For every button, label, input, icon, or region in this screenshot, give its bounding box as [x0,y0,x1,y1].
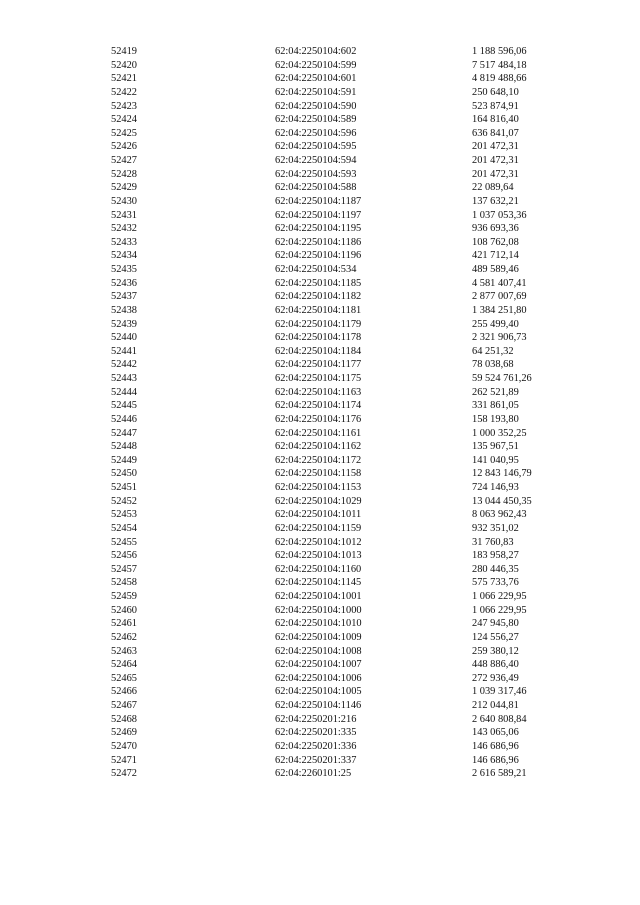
cadastral-number: 62:04:2250104:1195 [275,223,362,235]
table-row [111,536,571,550]
table-row [111,576,571,590]
table-row [111,427,571,441]
cadastral-number: 62:04:2250104:1184 [275,345,362,357]
cadastral-number: 62:04:2250104:1007 [275,659,362,671]
table-row [111,454,571,468]
cadastral-value: 259 380,12 [472,645,519,657]
cadastral-value: 164 816,40 [472,114,519,126]
cadastral-number: 62:04:2250104:1162 [275,441,362,453]
table-row [111,331,571,345]
cadastral-value: 636 841,07 [472,127,519,139]
row-number: 52439 [111,318,137,330]
table-row [111,467,571,481]
table-row [111,726,571,740]
cadastral-value: 146 686,96 [472,740,519,752]
table-row [111,358,571,372]
row-number: 52443 [111,373,137,384]
table-row [111,604,571,618]
row-number: 52463 [111,645,137,657]
table-row [111,672,571,686]
cadastral-value: 201 472,31 [472,155,519,166]
row-number: 52471 [111,754,137,766]
cadastral-value: 31 760,83 [472,536,514,548]
cadastral-value: 13 044 450,35 [472,495,532,507]
cadastral-number: 62:04:2250104:1172 [275,454,362,466]
row-number: 52426 [111,141,137,153]
cadastral-number: 62:04:2250104:589 [275,114,357,126]
table-row [111,277,571,291]
row-number: 52465 [111,672,137,684]
cadastral-number: 62:04:2250104:1005 [275,686,362,698]
table-row [111,399,571,413]
cadastral-number: 62:04:2250104:1160 [275,563,362,575]
cadastral-number: 62:04:2250104:1145 [275,577,362,589]
cadastral-value: 250 648,10 [472,86,519,98]
cadastral-number: 62:04:2250104:1010 [275,618,362,630]
cadastral-number: 62:04:2250104:1177 [275,359,362,371]
table-row [111,481,571,495]
row-number: 52433 [111,236,137,248]
row-number: 52472 [111,768,137,780]
table-row [111,195,571,209]
row-number: 52424 [111,114,137,126]
row-number: 52428 [111,168,137,180]
row-number: 52466 [111,686,137,698]
row-number: 52444 [111,386,137,398]
table-row [111,72,571,86]
table-row [111,45,571,59]
cadastral-number: 62:04:2250104:1153 [275,482,362,493]
cadastral-value: 1 066 229,95 [472,604,527,616]
table-row [111,372,571,386]
table-row [111,563,571,577]
cadastral-number: 62:04:2250104:602 [275,46,357,57]
table-row [111,127,571,141]
cadastral-value: 448 886,40 [472,659,519,671]
cadastral-number: 62:04:2250201:335 [275,727,357,739]
cadastral-value: 141 040,95 [472,454,519,466]
row-number: 52460 [111,604,137,616]
cadastral-number: 62:04:2250104:1178 [275,332,362,344]
row-number: 52435 [111,264,137,275]
cadastral-number: 62:04:2250104:601 [275,73,357,85]
row-number: 52450 [111,468,137,480]
cadastral-value: 8 063 962,43 [472,509,527,521]
table-row [111,767,571,781]
table-row [111,140,571,154]
cadastral-number: 62:04:2250104:1159 [275,522,362,534]
cadastral-value: 12 843 146,79 [472,468,532,480]
cadastral-number: 62:04:2250104:599 [275,59,357,71]
cadastral-number: 62:04:2250201:337 [275,754,357,766]
cadastral-number: 62:04:2250104:1182 [275,291,362,303]
table-row [111,290,571,304]
table-row [111,413,571,427]
table-row [111,86,571,100]
table-row [111,263,571,277]
cadastral-number: 62:04:2250104:1001 [275,591,362,602]
cadastral-value: 22 089,64 [472,182,514,194]
table-row [111,386,571,400]
table-row [111,345,571,359]
cadastral-value: 146 686,96 [472,754,519,766]
cadastral-value: 2 877 007,69 [472,291,527,303]
row-number: 52461 [111,618,137,630]
cadastral-number: 62:04:2250104:1174 [275,400,362,412]
row-number: 52429 [111,182,137,194]
cadastral-number: 62:04:2250104:1176 [275,413,362,425]
table-row [111,209,571,223]
row-number: 52448 [111,441,137,453]
cadastral-value: 4 819 488,66 [472,73,527,85]
table-row [111,645,571,659]
table-row [111,549,571,563]
cadastral-value: 724 146,93 [472,482,519,493]
cadastral-value: 137 632,21 [472,195,519,207]
row-number: 52468 [111,713,137,725]
cadastral-number: 62:04:2250104:1161 [275,427,362,439]
cadastral-value: 272 936,49 [472,672,519,684]
table-row [111,658,571,672]
cadastral-number: 62:04:2250104:1163 [275,386,362,398]
row-number: 52427 [111,155,137,166]
row-number: 52456 [111,550,137,562]
cadastral-number: 62:04:2250104:1011 [275,509,362,521]
cadastral-number: 62:04:2250104:595 [275,141,357,153]
row-number: 52422 [111,86,137,98]
cadastral-number: 62:04:2250201:216 [275,713,357,725]
table-row [111,318,571,332]
cadastral-number: 62:04:2250201:336 [275,740,357,752]
cadastral-value: 2 616 589,21 [472,768,527,780]
cadastral-value: 255 499,40 [472,318,519,330]
cadastral-value: 932 351,02 [472,522,519,534]
cadastral-value: 2 321 906,73 [472,332,527,344]
cadastral-number: 62:04:2250104:594 [275,155,357,166]
cadastral-number: 62:04:2250104:1185 [275,277,362,289]
cadastral-value: 262 521,89 [472,386,519,398]
cadastral-value: 421 712,14 [472,250,519,262]
cadastral-number: 62:04:2250104:1012 [275,536,362,548]
table-row [111,181,571,195]
table-row [111,113,571,127]
cadastral-value: 212 044,81 [472,700,519,711]
row-number: 52467 [111,700,137,711]
cadastral-number: 62:04:2250104:1158 [275,468,362,480]
row-number: 52421 [111,73,137,85]
row-number: 52459 [111,591,137,602]
cadastral-number: 62:04:2250104:1008 [275,645,362,657]
cadastral-value: 489 589,46 [472,264,519,275]
cadastral-number: 62:04:2250104:1006 [275,672,362,684]
row-number: 52436 [111,277,137,289]
row-number: 52458 [111,577,137,589]
table-row [111,508,571,522]
table-row [111,168,571,182]
table-row [111,713,571,727]
table-row [111,100,571,114]
row-number: 52430 [111,195,137,207]
cadastral-value: 4 581 407,41 [472,277,527,289]
row-number: 52447 [111,427,137,439]
row-number: 52420 [111,59,137,71]
cadastral-value: 2 640 808,84 [472,713,527,725]
row-number: 52425 [111,127,137,139]
cadastral-value: 135 967,51 [472,441,519,453]
cadastral-value: 1 000 352,25 [472,427,527,439]
cadastral-number: 62:04:2250104:1029 [275,495,362,507]
cadastral-value: 59 524 761,26 [472,373,532,384]
cadastral-value: 143 065,06 [472,727,519,739]
table-row [111,222,571,236]
row-number: 52462 [111,631,137,643]
cadastral-value: 331 861,05 [472,400,519,412]
cadastral-value: 936 693,36 [472,223,519,235]
row-number: 52451 [111,482,137,493]
row-number: 52469 [111,727,137,739]
cadastral-number: 62:04:2250104:1181 [275,304,362,316]
cadastral-number: 62:04:2250104:591 [275,86,357,98]
row-number: 52453 [111,509,137,521]
row-number: 52470 [111,740,137,752]
table-row [111,495,571,509]
cadastral-number: 62:04:2250104:1000 [275,604,362,616]
table-row [111,740,571,754]
cadastral-value: 124 556,27 [472,631,519,643]
cadastral-value-table [111,45,571,781]
cadastral-number: 62:04:2260101:25 [275,768,352,780]
row-number: 52445 [111,400,137,412]
cadastral-number: 62:04:2250104:1175 [275,373,362,384]
table-row [111,631,571,645]
cadastral-number: 62:04:2250104:1179 [275,318,362,330]
row-number: 52440 [111,332,137,344]
row-number: 52455 [111,536,137,548]
cadastral-value: 108 762,08 [472,236,519,248]
row-number: 52432 [111,223,137,235]
cadastral-value: 523 874,91 [472,100,519,112]
cadastral-number: 62:04:2250104:1187 [275,195,362,207]
row-number: 52441 [111,345,137,357]
cadastral-value: 1 384 251,80 [472,304,527,316]
table-row [111,236,571,250]
cadastral-value: 575 733,76 [472,577,519,589]
cadastral-value: 247 945,80 [472,618,519,630]
table-row [111,754,571,768]
cadastral-value: 7 517 484,18 [472,59,527,71]
cadastral-number: 62:04:2250104:596 [275,127,357,139]
cadastral-value: 158 193,80 [472,413,519,425]
table-row [111,617,571,631]
row-number: 52438 [111,304,137,316]
table-row [111,440,571,454]
cadastral-value: 201 472,31 [472,141,519,153]
cadastral-value: 183 958,27 [472,550,519,562]
cadastral-number: 62:04:2250104:534 [275,264,357,275]
row-number: 52434 [111,250,137,262]
cadastral-number: 62:04:2250104:588 [275,182,357,194]
cadastral-value: 1 188 596,06 [472,46,527,57]
row-number: 52431 [111,209,137,221]
row-number: 52437 [111,291,137,303]
cadastral-value: 1 066 229,95 [472,591,527,602]
cadastral-number: 62:04:2250104:1146 [275,700,362,711]
table-row [111,249,571,263]
row-number: 52464 [111,659,137,671]
row-number: 52449 [111,454,137,466]
cadastral-number: 62:04:2250104:590 [275,100,357,112]
cadastral-value: 1 039 317,46 [472,686,527,698]
row-number: 52423 [111,100,137,112]
cadastral-number: 62:04:2250104:1196 [275,250,362,262]
row-number: 52419 [111,46,137,57]
table-row [111,59,571,73]
row-number: 52442 [111,359,137,371]
table-row [111,685,571,699]
row-number: 52454 [111,522,137,534]
cadastral-value: 78 038,68 [472,359,514,371]
cadastral-number: 62:04:2250104:593 [275,168,357,180]
cadastral-number: 62:04:2250104:1186 [275,236,362,248]
row-number: 52452 [111,495,137,507]
table-row [111,699,571,713]
table-row [111,590,571,604]
cadastral-number: 62:04:2250104:1197 [275,209,362,221]
cadastral-value: 201 472,31 [472,168,519,180]
table-row [111,304,571,318]
cadastral-value: 64 251,32 [472,345,514,357]
table-row [111,522,571,536]
table-row [111,154,571,168]
cadastral-value: 1 037 053,36 [472,209,527,221]
cadastral-number: 62:04:2250104:1009 [275,631,362,643]
cadastral-value: 280 446,35 [472,563,519,575]
row-number: 52457 [111,563,137,575]
row-number: 52446 [111,413,137,425]
cadastral-number: 62:04:2250104:1013 [275,550,362,562]
